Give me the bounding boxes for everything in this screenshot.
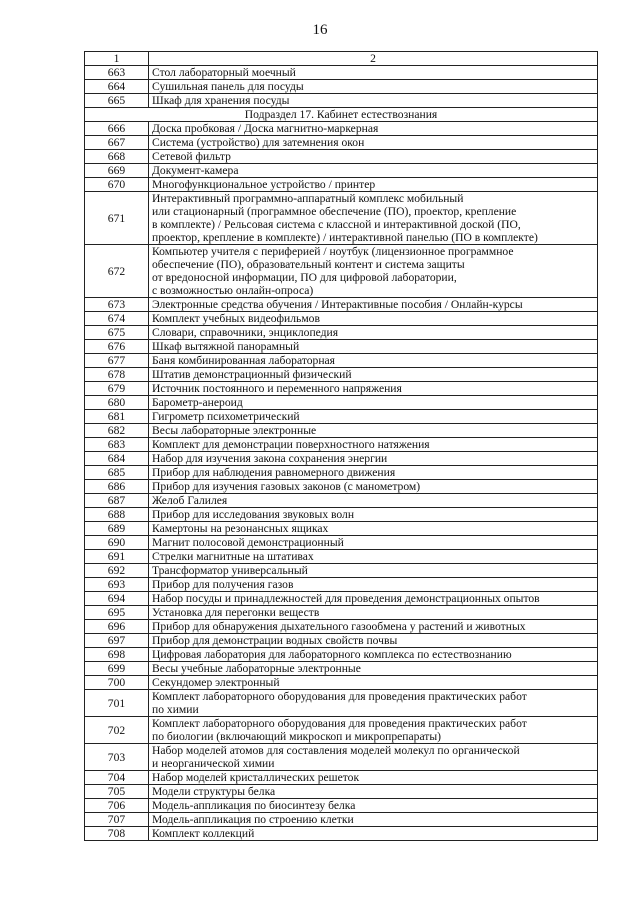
item-number: 671 xyxy=(85,192,149,245)
item-name: Компьютер учителя с периферией / ноутбук (лицензионное программное обеспечение (ПО), образовательный контент и система защиты от вредоносной информации, ПО для цифровой лаборатории, с возможностью онлайн-опроса) xyxy=(149,245,598,298)
item-name: Камертоны на резонансных ящиках xyxy=(149,522,598,536)
item-number: 678 xyxy=(85,368,149,382)
item-number: 669 xyxy=(85,164,149,178)
item-number: 682 xyxy=(85,424,149,438)
table-row xyxy=(85,690,598,717)
item-name: Комплект учебных видеофильмов xyxy=(149,312,598,326)
table-row xyxy=(85,744,598,771)
table-row xyxy=(85,438,598,452)
subsection-row xyxy=(85,108,598,122)
item-name: Словари, справочники, энциклопедия xyxy=(149,326,598,340)
table-row xyxy=(85,312,598,326)
table-row xyxy=(85,94,598,108)
item-name: Прибор для исследования звуковых волн xyxy=(149,508,598,522)
item-name: Секундомер электронный xyxy=(149,676,598,690)
table-row xyxy=(85,676,598,690)
item-number: 676 xyxy=(85,340,149,354)
item-number: 674 xyxy=(85,312,149,326)
table-row xyxy=(85,178,598,192)
table-row xyxy=(85,536,598,550)
item-number: 707 xyxy=(85,813,149,827)
item-number: 694 xyxy=(85,592,149,606)
item-name: Электронные средства обучения / Интерактивные пособия / Онлайн-курсы xyxy=(149,298,598,312)
item-number: 663 xyxy=(85,66,149,80)
table-row xyxy=(85,592,598,606)
item-name: Весы учебные лабораторные электронные xyxy=(149,662,598,676)
item-number: 685 xyxy=(85,466,149,480)
item-number: 691 xyxy=(85,550,149,564)
item-number: 684 xyxy=(85,452,149,466)
item-name: Набор посуды и принадлежностей для проведения демонстрационных опытов xyxy=(149,592,598,606)
item-number: 703 xyxy=(85,744,149,771)
item-name: Баня комбинированная лабораторная xyxy=(149,354,598,368)
table-row xyxy=(85,326,598,340)
item-number: 695 xyxy=(85,606,149,620)
item-name: Желоб Галилея xyxy=(149,494,598,508)
item-number: 690 xyxy=(85,536,149,550)
item-number: 696 xyxy=(85,620,149,634)
item-number: 686 xyxy=(85,480,149,494)
table-row xyxy=(85,354,598,368)
item-number: 675 xyxy=(85,326,149,340)
item-name: Прибор для демонстрации водных свойств почвы xyxy=(149,634,598,648)
item-name: Комплект коллекций xyxy=(149,827,598,841)
item-name: Документ-камера xyxy=(149,164,598,178)
item-number: 693 xyxy=(85,578,149,592)
equipment-table-body xyxy=(85,52,598,841)
table-row xyxy=(85,298,598,312)
item-name: Прибор для обнаружения дыхательного газообмена у растений и животных xyxy=(149,620,598,634)
item-number: 700 xyxy=(85,676,149,690)
item-name: Система (устройство) для затемнения окон xyxy=(149,136,598,150)
table-row xyxy=(85,368,598,382)
table-row xyxy=(85,648,598,662)
table-row xyxy=(85,620,598,634)
item-name: Стрелки магнитные на штативах xyxy=(149,550,598,564)
item-name: Трансформатор универсальный xyxy=(149,564,598,578)
item-name: Набор моделей атомов для составления моделей молекул по органической и неорганической химии xyxy=(149,744,598,771)
table-row xyxy=(85,480,598,494)
item-name: Весы лабораторные электронные xyxy=(149,424,598,438)
item-name: Интерактивный программно-аппаратный комплекс мобильный или стационарный (программное обеспечение (ПО), проектор, крепление в комплекте) / Рельсовая система с классной и интерактивной доской (ПО, проектор, крепление в комплекте) / интерактивной панелью (ПО в комплекте) xyxy=(149,192,598,245)
table-row xyxy=(85,122,598,136)
table-row xyxy=(85,799,598,813)
item-name: Сушильная панель для посуды xyxy=(149,80,598,94)
item-name: Модель-аппликация по строению клетки xyxy=(149,813,598,827)
item-name: Прибор для наблюдения равномерного движения xyxy=(149,466,598,480)
item-number: 667 xyxy=(85,136,149,150)
table-row xyxy=(85,410,598,424)
item-name: Цифровая лаборатория для лабораторного комплекса по естествознанию xyxy=(149,648,598,662)
table-row xyxy=(85,136,598,150)
item-number: 688 xyxy=(85,508,149,522)
item-name: Установка для перегонки веществ xyxy=(149,606,598,620)
item-name: Прибор для получения газов xyxy=(149,578,598,592)
table-row xyxy=(85,717,598,744)
item-name: Гигрометр психометрический xyxy=(149,410,598,424)
item-name: Набор моделей кристаллических решеток xyxy=(149,771,598,785)
item-name: Комплект лабораторного оборудования для проведения практических работ по биологии (включающий микроскоп и микропрепараты) xyxy=(149,717,598,744)
item-number: 704 xyxy=(85,771,149,785)
item-name: Сетевой фильтр xyxy=(149,150,598,164)
item-number: 708 xyxy=(85,827,149,841)
page-number: 16 xyxy=(312,22,328,38)
item-name: Комплект для демонстрации поверхностного натяжения xyxy=(149,438,598,452)
item-number: 699 xyxy=(85,662,149,676)
table-row xyxy=(85,494,598,508)
table-row xyxy=(85,813,598,827)
table-row xyxy=(85,192,598,245)
item-number: 706 xyxy=(85,799,149,813)
item-name: Комплект лабораторного оборудования для проведения практических работ по химии xyxy=(149,690,598,717)
item-number: 697 xyxy=(85,634,149,648)
item-number: 664 xyxy=(85,80,149,94)
item-number: 677 xyxy=(85,354,149,368)
item-name: Прибор для изучения газовых законов (с манометром) xyxy=(149,480,598,494)
item-name: Шкаф вытяжной панорамный xyxy=(149,340,598,354)
item-name: Барометр-анероид xyxy=(149,396,598,410)
item-number: 683 xyxy=(85,438,149,452)
item-number: 673 xyxy=(85,298,149,312)
item-number: 666 xyxy=(85,122,149,136)
table-row xyxy=(85,66,598,80)
table-row xyxy=(85,578,598,592)
table-row xyxy=(85,771,598,785)
table-row xyxy=(85,396,598,410)
table-row xyxy=(85,550,598,564)
item-name: Модель-аппликация по биосинтезу белка xyxy=(149,799,598,813)
item-number: 680 xyxy=(85,396,149,410)
table-row xyxy=(85,785,598,799)
item-name: Доска пробковая / Доска магнитно-маркерная xyxy=(149,122,598,136)
item-name: Многофункциональное устройство / принтер xyxy=(149,178,598,192)
item-name: Шкаф для хранения посуды xyxy=(149,94,598,108)
item-number: 702 xyxy=(85,717,149,744)
table-row xyxy=(85,245,598,298)
table-header-row xyxy=(85,52,598,66)
item-name: Источник постоянного и переменного напряжения xyxy=(149,382,598,396)
table-row xyxy=(85,452,598,466)
item-name: Стол лабораторный моечный xyxy=(149,66,598,80)
item-number: 665 xyxy=(85,94,149,108)
table-row xyxy=(85,382,598,396)
table-row xyxy=(85,564,598,578)
item-name: Магнит полосовой демонстрационный xyxy=(149,536,598,550)
item-number: 692 xyxy=(85,564,149,578)
table-row xyxy=(85,606,598,620)
table-row xyxy=(85,827,598,841)
table-row xyxy=(85,80,598,94)
item-number: 670 xyxy=(85,178,149,192)
item-name: Модели структуры белка xyxy=(149,785,598,799)
table-row xyxy=(85,424,598,438)
table-row xyxy=(85,164,598,178)
table-row xyxy=(85,150,598,164)
table-row xyxy=(85,508,598,522)
item-number: 698 xyxy=(85,648,149,662)
table-row xyxy=(85,662,598,676)
header-col-1: 1 xyxy=(85,52,149,66)
item-number: 705 xyxy=(85,785,149,799)
item-name: Набор для изучения закона сохранения энергии xyxy=(149,452,598,466)
item-number: 701 xyxy=(85,690,149,717)
table-row xyxy=(85,466,598,480)
header-col-2: 2 xyxy=(149,52,598,66)
equipment-table xyxy=(84,51,598,841)
item-number: 687 xyxy=(85,494,149,508)
table-row xyxy=(85,340,598,354)
item-number: 681 xyxy=(85,410,149,424)
table-row xyxy=(85,634,598,648)
table-row xyxy=(85,522,598,536)
item-number: 668 xyxy=(85,150,149,164)
item-number: 689 xyxy=(85,522,149,536)
item-number: 672 xyxy=(85,245,149,298)
subsection-title: Подраздел 17. Кабинет естествознания xyxy=(85,108,598,122)
item-name: Штатив демонстрационный физический xyxy=(149,368,598,382)
item-number: 679 xyxy=(85,382,149,396)
